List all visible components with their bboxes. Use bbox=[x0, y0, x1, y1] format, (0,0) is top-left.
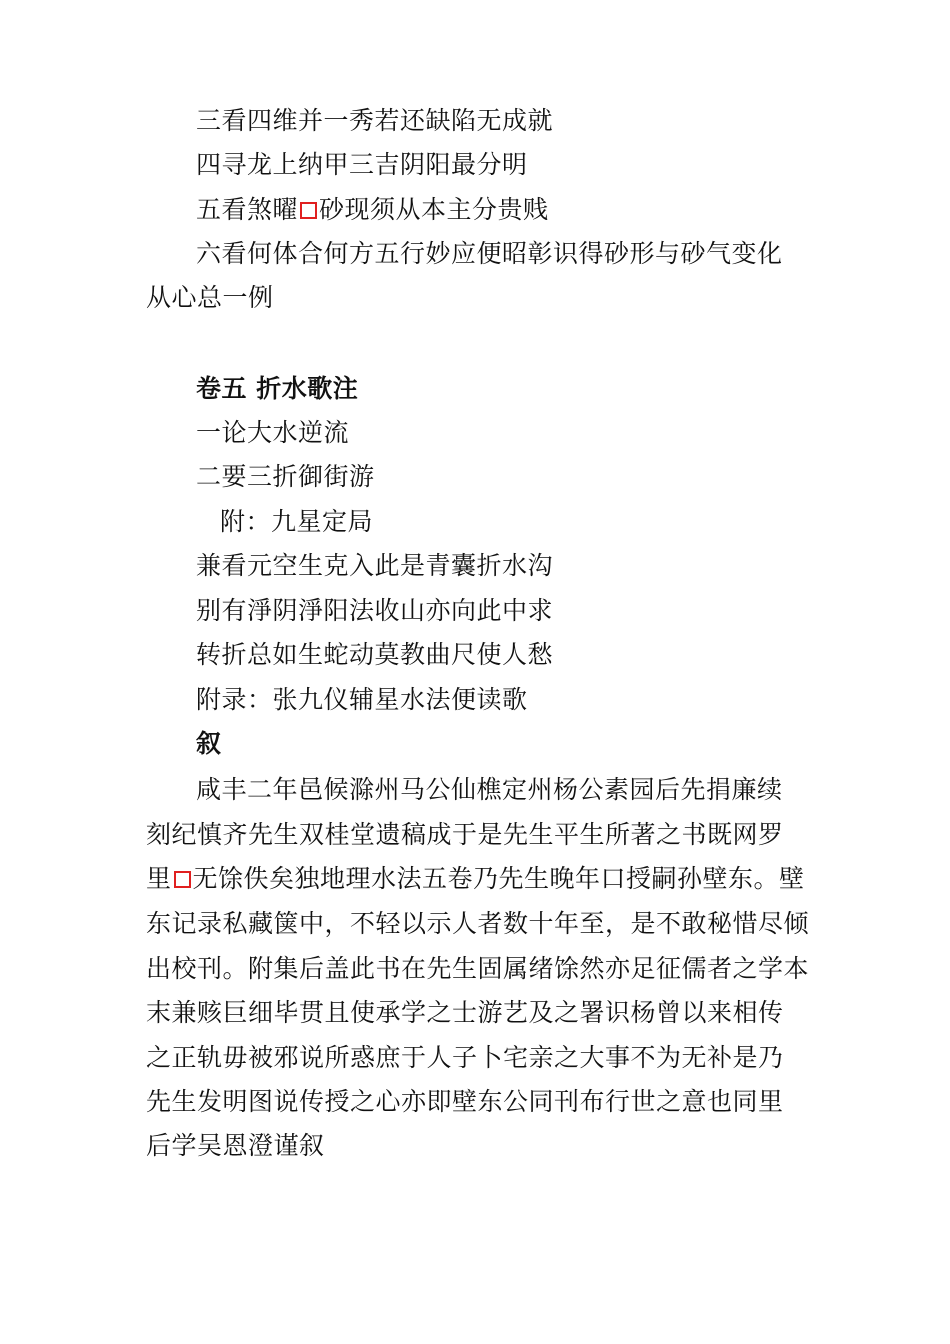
paragraph-line: 咸丰二年邑候滁州马公仙樵定州杨公素园后先捐廉续 bbox=[196, 775, 783, 804]
text-line: 兼看元空生克入此是青囊折水沟 bbox=[196, 551, 554, 580]
paragraph-line: 后学吴恩澄谨叙 bbox=[146, 1131, 325, 1160]
text-line: 附：九星定局 bbox=[220, 507, 374, 536]
text-segment: 五看煞曜 bbox=[196, 195, 299, 224]
paragraph-line: 东记录私藏箧中，不轻以示人者数十年至，是不敢秘惜尽倾 bbox=[146, 909, 810, 938]
text-line: 一论大水逆流 bbox=[196, 418, 350, 447]
paragraph-line: 出校刊。附集后盖此书在先生固属绪馀然亦足征儒者之学本 bbox=[146, 954, 810, 983]
text-line: 三看四维并一秀若还缺陷无成就 bbox=[196, 106, 554, 135]
text-line: 附录：张九仪辅星水法便读歌 bbox=[196, 685, 528, 714]
paragraph-line: 刻纪慎齐先生双桂堂遗稿成于是先生平生所著之书既网罗 bbox=[146, 820, 784, 849]
text-segment: 无馀佚矣独地理水法五卷乃先生晚年口授嗣孙壁东。壁 bbox=[192, 864, 805, 893]
preface-heading: 叙 bbox=[196, 729, 222, 758]
paragraph-line bbox=[146, 864, 805, 894]
text-line: 从心总一例 bbox=[146, 283, 274, 312]
text-line bbox=[196, 195, 549, 225]
text-line: 四寻龙上纳甲三吉阴阳最分明 bbox=[196, 150, 528, 179]
text-line: 六看何体合何方五行妙应便昭彰识得砂形与砂气变化 bbox=[196, 239, 783, 268]
paragraph-line: 末兼赅巨细毕贯且使承学之士游艺及之署识杨曾以来相传 bbox=[146, 998, 784, 1027]
section-heading: 卷五 折水歌注 bbox=[196, 374, 359, 403]
text-line: 别有淨阴淨阳法收山亦向此中求 bbox=[196, 596, 554, 625]
paragraph-line: 先生发明图说传授之心亦即壁东公同刊布行世之意也同里 bbox=[146, 1087, 784, 1116]
text-segment: 里 bbox=[146, 864, 172, 893]
paragraph-line: 之正轨毋被邪说所惑庶于人子卜宅亲之大事不为无补是乃 bbox=[146, 1043, 784, 1072]
missing-character-box bbox=[300, 202, 317, 219]
text-line: 二要三折御街游 bbox=[196, 462, 375, 491]
missing-character-box bbox=[174, 871, 191, 888]
text-segment: 砂现须从本主分贵贱 bbox=[319, 195, 549, 224]
text-line: 转折总如生蛇动莫教曲尺使人愁 bbox=[196, 640, 554, 669]
